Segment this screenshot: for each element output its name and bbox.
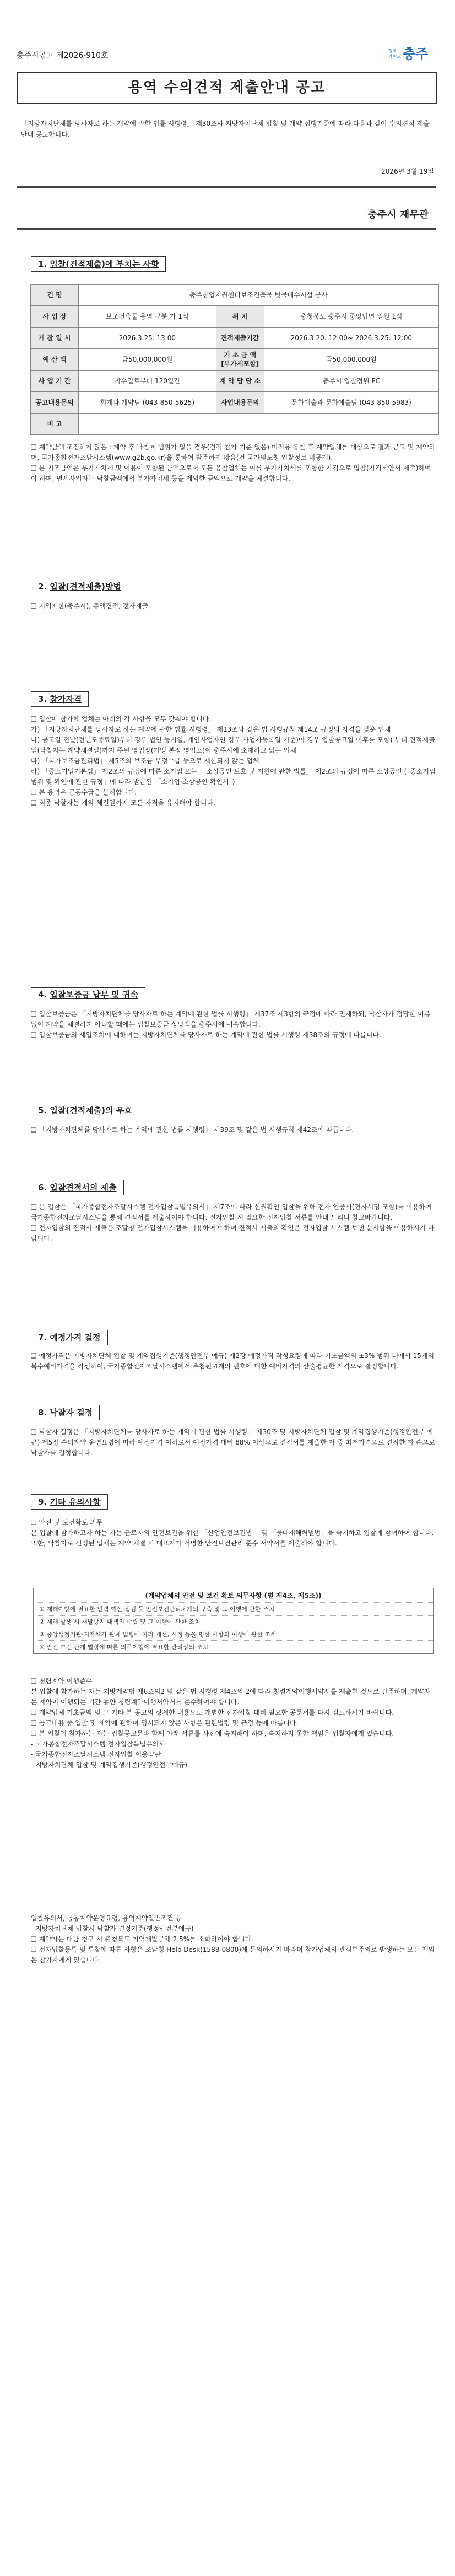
info-label: 위 치 — [216, 306, 264, 328]
section-number: 9. — [38, 1497, 47, 1507]
info-value: 충주창업지원센터보조건축물 빗물배수시설 공사 — [79, 285, 439, 306]
section-7-heading — [31, 1330, 108, 1345]
section-title: 낙찰자 결정 — [50, 1408, 93, 1418]
info-value: 회계과 계약팀 (043-850-5625) — [79, 392, 216, 414]
section-4-heading — [31, 987, 145, 1002]
section-title: 참가자격 — [50, 694, 82, 704]
section-number: 7. — [38, 1333, 47, 1343]
info-label: 건 명 — [31, 285, 79, 306]
section-9-body-b: ❑ 청렴계약 이행준수 본 입찰에 참가하는 자는 지방계약법 제6조의2 및 같은 법 시행령 제4조의 2에 따라 청렴계약이행서약서를 제출한 것으로 간주하며, 계약자는 계약이 이행되는 기간 동안 청렴계약이행서약서를 준수하여야 합니다. ❑ 계약업체 기초금액 및 그 기타 본 공고의 상세한 내용으로 개별한 전자입찰 대비 필요한 공문서를 다시 검토하시기 바랍니다. ❑ 공고내용 중 입찰 및 계약에 관하여 명시되지 않은 사항은 관련법령 및 규정 등에 따릅니다. ❑ 본 입찰에 참가하는 자는 입찰공고문과 함께 아래 서류를 사전에 숙지해야 하며, 숙지하지 못한 책임은 입찰자에게 있습니다. - 국가종합전자조달시스템 전자입찰특별유의서 - 국가종합전자조달시스템 전자입찰 이용약관 - 지방자치단체 입찰 및 계약집행기준(행정안전부예규) — [31, 1677, 431, 1769]
notice-date: 2026년 3월 19일 — [381, 168, 434, 175]
info-value: 충청북도 충주시 중앙탑면 일원 1식 — [264, 306, 438, 328]
divider — [17, 228, 436, 230]
safety-duty-box — [33, 1588, 434, 1654]
section-number: 8. — [38, 1408, 47, 1418]
logo-text: 충주 — [403, 46, 429, 62]
info-label: 비 고 — [31, 414, 79, 435]
intro-text: 「지방자치단체를 당사자로 하는 계약에 관한 법률 시행령」 제30조와 지방자치단체 입찰 및 계약 집행기준에 따라 다음과 같이 수의견적 제출 안내 공고합니다. — [21, 120, 430, 138]
divider — [17, 186, 436, 188]
info-value: 2026.3.20. 12:00~ 2026.3.25. 12:00 — [264, 328, 438, 349]
section-title: 기타 유의사항 — [50, 1497, 101, 1507]
section-title: 입찰(견적제출)에 부치는 사항 — [50, 259, 159, 269]
section-6-body: ❑ 본 입찰은 「국가종합전자조달시스템 전자입찰특별유의서」 제7조에 따라 신원확인 입찰을 위해 전자 인증서(전자서명 포함)를 이용하여 국가종합전자조달시스템을 통해 견적서를 제출하여야 합니다. 전자입찰 시 필요한 전자입찰 서류를 안내 드리니 참고바랍니다. ❑ 전자입찰의 견적서 제출은 조달청 전자입찰시스템을 이용하여야 하며 견적서 제출의 확인은 전자입찰 시스템 보낸 문서함을 이용하시기 바랍니다. — [31, 1203, 435, 1242]
section-title: 입찰(견적제출)의 무효 — [50, 1105, 132, 1115]
safety-duty-item: ① 재해예방에 필요한 인력·예산·점검 등 안전보건관리체계의 구축 및 그 이행에 관한 조치 — [34, 1602, 433, 1615]
section-7-body: ❑ 예정가격은 지방자치단체 입찰 및 계약집행기준(행정안전부 예규) 제2장 예정가격 작성요령에 따라 기초금액의 ±3% 범위 내에서 15개의 복수예비가격을 작성하여, 국가종합전자조달시스템에서 추첨된 4개의 번호에 대한 예비가격의 산술평균한 가격으로 결정합니다. — [31, 1352, 435, 1370]
bid-info-table — [30, 284, 439, 435]
page-title: 용역 수의견적 제출안내 공고 — [17, 72, 437, 104]
info-label: 사 업 기 간 — [31, 371, 79, 392]
section-3-body: ❑ 입찰에 참가할 업체는 아래의 각 사항을 모두 갖춰야 합니다. 가) 「지방자치단체를 당사자로 하는 계약에 관한 법률 시행령」 제13조와 같은 법 시행규칙 제14조 규정의 자격을 갖춘 업체 나) 공고일 전날(전년도종료일)부터 경우 법인 등기일, 개인사업자인 경우 사업자등록일 기준)이 경우 입찰공고일 이후를 포함) 부터 견적제출일(낙찰자는 계약체결일)까지 주된 영업장(가맹 본점 영업소)이 충주시에 소재하고 있는 업체 다) 「국가보조금관리법」 제5조의 보조금 부정수급 등으로 제한되지 않는 업체 라) 「중소기업기본법」 제2조의 규정에 따른 소기업 또는 「소상공인 보호 및 지원에 관한 법률」 제2조의 규정에 따른 소상공인 (「중소기업 범위 및 확인에 관한 규정」에 따라 발급된 「소기업·소상공인 확인서」) ❑ 본 용역은 공동수급을 불허합니다. ❑ 최종 낙찰자는 계약 체결일까지 모든 자격을 유지해야 합니다. — [31, 715, 436, 807]
safety-duty-heading: (계약업체의 안전 및 보건 확보 의무사항 (별 제4조, 제5조)) — [145, 1592, 322, 1600]
section-title: 입찰견적서의 제출 — [50, 1183, 117, 1193]
info-row — [31, 392, 439, 414]
info-value: 보조건축물 용역 구분 가 1식 — [79, 306, 216, 328]
info-row — [31, 328, 439, 349]
section-title: 입찰(견적제출)방법 — [50, 582, 122, 592]
info-row — [31, 285, 439, 306]
chungju-logo — [388, 43, 438, 65]
info-label: 사 업 장 — [31, 306, 79, 328]
info-row — [31, 349, 439, 371]
safety-duty-item: ④ 안전·보건 관계 법령에 따른 의무이행에 필요한 관리상의 조치 — [34, 1640, 433, 1653]
section-1-notes — [31, 442, 436, 484]
info-label: 공고내용문의 — [31, 392, 79, 414]
notice-number: 충주시공고 제2026-910호 — [17, 51, 109, 60]
info-value: 금50,000,000원 — [264, 349, 438, 371]
info-value: 금50,000,000원 — [79, 349, 216, 371]
section-5-body: ❑ 「지방자치단체를 당사자로 하는 계약에 관한 법률 시행령」 제39조 및 같은 법 시행규칙 제42조에 따릅니다. — [31, 1126, 354, 1134]
section-number: 4. — [38, 990, 47, 1000]
info-value: 착수일로부터 120일간 — [79, 371, 216, 392]
section-title: 입찰보증금 납부 및 귀속 — [50, 990, 138, 1000]
info-label: 사업내용문의 — [216, 392, 264, 414]
info-row — [31, 414, 439, 435]
issuing-org: 충주시 재무관 — [367, 209, 429, 221]
section-8-heading — [31, 1405, 100, 1420]
info-value — [79, 414, 439, 435]
section-6-heading — [31, 1180, 124, 1195]
info-label: 기 초 금 액 [부가세포함] — [216, 349, 264, 371]
section-8-text: ❑ 낙찰자 결정은 「지방자치단체를 당사자로 하는 계약에 관한 법률 시행령」 제30조 및 지방자치단체 입찰 및 계약집행기준(행정안전부 예규) 제5장 수의계약 운영요령에 따라 예정가격 이하로서 예정가격 대비 88% 이상으로 견적서를 제출한 자 중 최저가격으로 견적한 자 순으로 낙찰자를 결정합니다. — [31, 1428, 435, 1457]
section-3-heading — [31, 691, 89, 707]
logo-slogan: 행복 가이드 — [388, 49, 402, 59]
section-title: 예정가격 결정 — [50, 1333, 101, 1343]
info-value: 충주시 입찰정원 PC — [264, 371, 438, 392]
info-row — [31, 371, 439, 392]
safety-duty-item: ③ 중앙행정기관·지자체가 관계 법령에 따라 개선, 시정 등을 명한 사항의 이행에 관한 조치 — [34, 1628, 433, 1640]
section-9-body-a: ❑ 안전 및 보건확보 의무 본 입찰에 참가하고자 하는 자는 근로자의 안전보건을 위한 「산업안전보건법」 및 「중대재해처벌법」을 숙지하고 입찰에 참여하여 합니다. 또한, 낙찰자로 선정된 업체는 계약 체결 시 대표자가 서명한 안전보건관리 준수 서약서를 제출해야 합니다. — [31, 1518, 434, 1547]
section-number: 3. — [38, 694, 47, 704]
section-number: 1. — [38, 259, 47, 269]
section-1-heading — [31, 256, 166, 272]
section-number: 6. — [38, 1183, 47, 1193]
section-2-heading — [31, 579, 128, 594]
section-number: 2. — [38, 582, 47, 592]
section-9-heading — [31, 1494, 108, 1510]
info-label: 견적제출기간 — [216, 328, 264, 349]
info-row — [31, 306, 439, 328]
info-value: 문화예술과 문화예술팀 (043-850-5983) — [264, 392, 438, 414]
safety-duty-item: ② 재해 발생 시 재발방지 대책의 수립 및 그 이행에 관한 조치 — [34, 1615, 433, 1628]
section-number: 5. — [38, 1105, 47, 1115]
info-label: 계 약 담 당 소 — [216, 371, 264, 392]
section-4-body: ❑ 입찰보증금은 「지방자치단체를 당사자로 하는 계약에 관한 법률 시행령」 제37조 제3항의 규정에 따라 면제하되, 낙찰자가 정당한 이유 없이 계약을 체결하지 아니할 때에는 입찰보증금 상당액을 충주시에 귀속합니다. ❑ 입찰보증금의 세입조치에 대하여는 지방자치단체를 당사자로 하는 계약에 관한 법률 시행령 제38조의 규정에 따릅니다. — [31, 1010, 431, 1039]
info-label: 예 산 액 — [31, 349, 79, 371]
section-2-body: ❑ 지역제한(충주시), 총액견적, 전자계출 — [31, 602, 149, 610]
info-label: 개 찰 일 시 — [31, 328, 79, 349]
section-8-body — [31, 1427, 436, 1458]
info-value: 2026.3.25. 13:00 — [79, 328, 216, 349]
section-9-body-c: 입찰유의서, 공동계약운영요령, 용역계약일반조건 등 - 지방자치단체 입찰시 낙찰자 결정기준(행정안전부예규) ❑ 계약자는 대금 청구 시 충청북도 지역개발공채 2.5%를 소화하여야 합니다. ❑ 전자입찰등록 및 투찰에 따른 사항은 조달청 Help Desk(1588-0800)에 문의하시기 바라며 참가업체의 관심부주의로 발생하는 모든 책임은 참가자에게 있습니다. — [31, 1914, 435, 1964]
section-1-note-text: ❑ 계약금액 조정하지 않음 : 계약 후 낙찰률 범위가 없을 경우(견적 참가 기준 없음) 미적용 응찰 후 계약업체를 대상으로 결과 공고 및 계약하며, 국가종합전자조달시스템(www.g2b.go.kr)을 통하여 발주하지 않음(전 국가및도청 입찰정보 비공개). ❑ 본 기조금액은 부가가치세 및 이용이 포함된 금액으로서 모든 응찰업체는 이를 부가가치세를 포함한 가격으로 입찰(가격제안서 제출)하여야 하며, 면세사업자는 낙찰금액에서 부가가치세 등을 제외한 금액으로 계약을 체결합니다. — [31, 443, 436, 482]
section-5-heading — [31, 1103, 139, 1118]
